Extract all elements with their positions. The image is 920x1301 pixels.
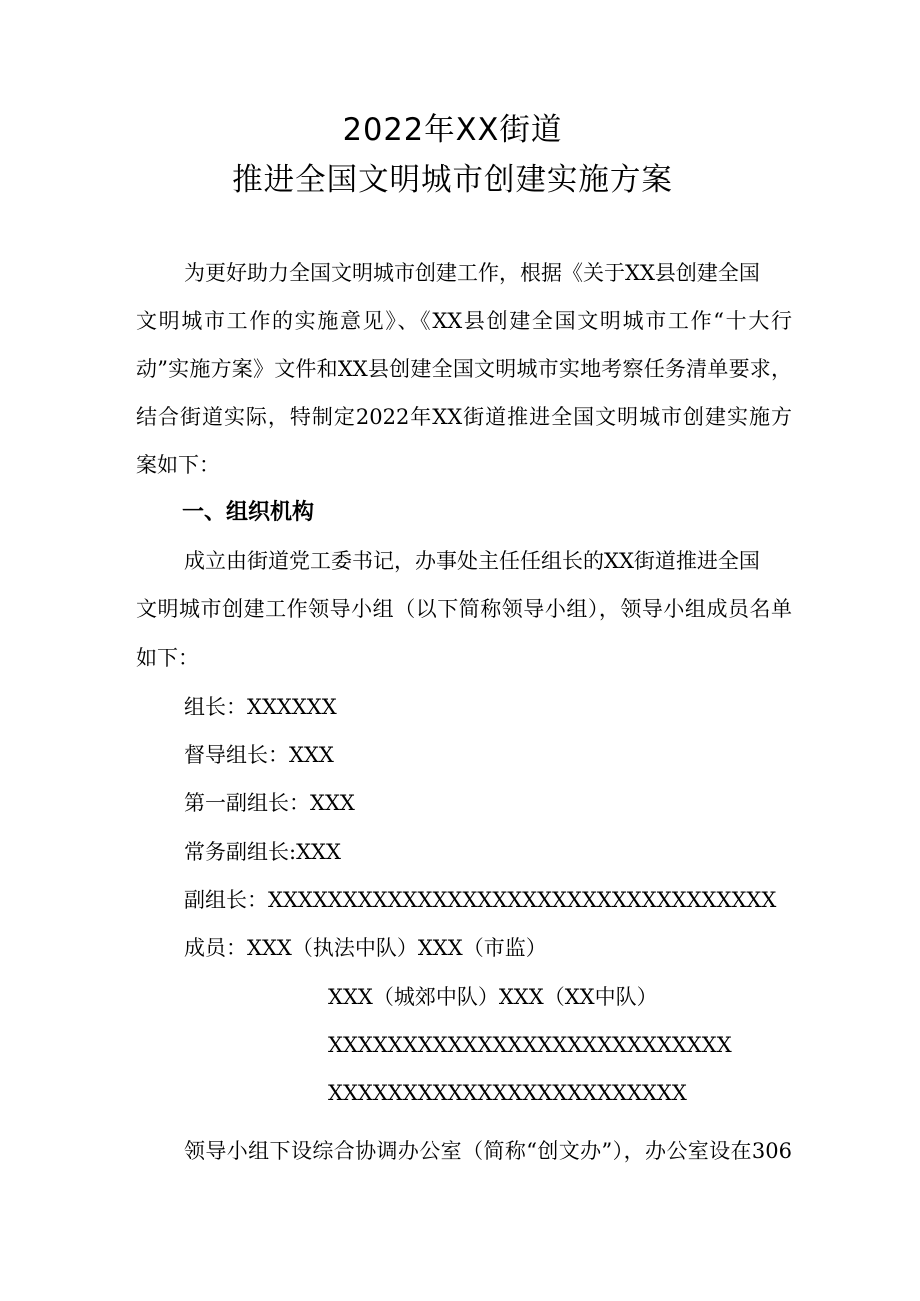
roster-members-line-1: 成员：XXX（执法中队）XXX（市监） (184, 936, 547, 960)
intro-line-2: 文明城市工作的实施意见》、《XX县创建全国文明城市工作“十大行 (136, 309, 792, 333)
roster-deputies: 副组长：XXXXXXXXXXXXXXXXXXXXXXXXXXXXXXXXXX (184, 888, 777, 912)
section-paragraph-line-1: 成立由街道党工委书记，办事处主任任组长的XX街道推进全国 (184, 549, 760, 573)
intro-line-5: 案如下： (136, 453, 220, 477)
roster-first-deputy: 第一副组长：XXX (184, 791, 355, 815)
document-title-line-2: 推进全国文明城市创建实施方案 (232, 162, 673, 198)
roster-leader: 组长：XXXXXX (184, 695, 337, 719)
roster-supervisor: 督导组长：XXX (184, 743, 334, 767)
intro-line-4: 结合街道实际，特制定2022年XX街道推进全国文明城市创建实施方 (136, 405, 792, 429)
roster-executive-deputy: 常务副组长:XXX (184, 840, 341, 864)
roster-members-line-3: XXXXXXXXXXXXXXXXXXXXXXXXXXX (328, 1033, 732, 1057)
roster-members-line-4: XXXXXXXXXXXXXXXXXXXXXXXX (328, 1081, 687, 1105)
roster-members-line-2: XXX（城郊中队）XXX（XX中队） (328, 985, 658, 1009)
section-heading: 一、组织机构 (182, 500, 315, 525)
office-line: 领导小组下设综合协调办公室（简称“创文办”），办公室设在306 (184, 1139, 792, 1163)
section-paragraph-line-2: 文明城市创建工作领导小组（以下简称领导小组），领导小组成员名单 (136, 597, 792, 621)
section-paragraph-line-3: 如下： (136, 646, 199, 670)
document-title-line-1: 2022年XX街道 (342, 112, 563, 148)
intro-line-1: 为更好助力全国文明城市创建工作，根据《关于XX县创建全国 (184, 261, 760, 285)
intro-line-3: 动”实施方案》文件和XX县创建全国文明城市实地考察任务清单要求， (136, 357, 792, 381)
